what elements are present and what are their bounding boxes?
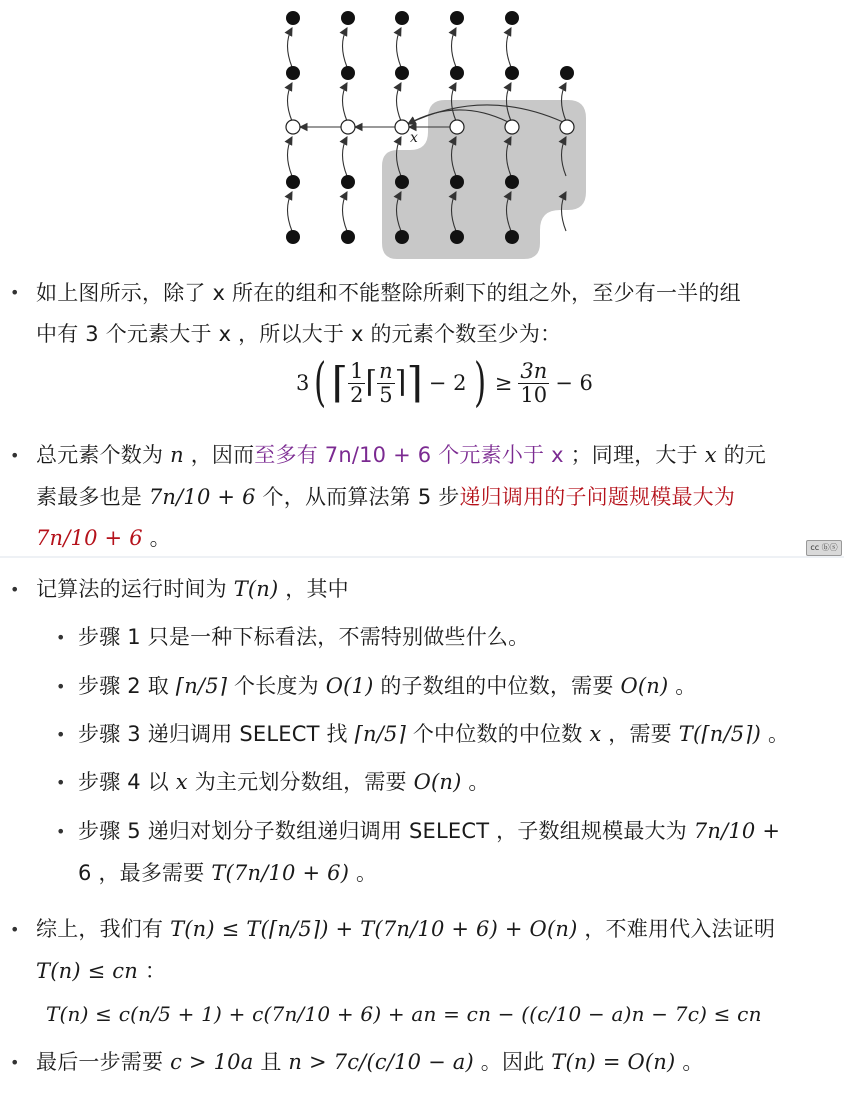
median-of-medians-diagram: [0, 0, 844, 262]
element-node: [286, 230, 300, 244]
edge-up: [288, 137, 293, 176]
element-node: [286, 11, 300, 25]
edge-up: [343, 28, 348, 67]
element-node: [450, 11, 464, 25]
bullet-dot: •: [10, 1053, 20, 1072]
median-node: [450, 120, 464, 134]
edge-up: [397, 28, 402, 67]
bullet-dot: •: [10, 920, 20, 939]
sub-bullet-dot: •: [56, 822, 66, 841]
f1-minus2: − 2: [428, 371, 467, 395]
edge-up: [343, 137, 348, 176]
element-node: [341, 230, 355, 244]
step2: 步骤 2 取 ⌈n/5⌉ 个长度为 O(1) 的子数组的中位数，需要 O(n) 。: [78, 674, 697, 698]
step5-line2: 6 ，最多需要 T(7n/10 + 6) 。: [78, 861, 378, 885]
element-node: [450, 175, 464, 189]
element-node: [341, 175, 355, 189]
f1-r-den: 10: [520, 382, 548, 407]
sub-bullet-dot: •: [56, 773, 66, 792]
step3: 步骤 3 递归调用 SELECT 找 ⌈n/5⌉ 个中位数的中位数 x ，需要 T(⌈n/5⌉) 。: [78, 722, 790, 746]
edge-up: [288, 28, 293, 67]
element-node: [286, 175, 300, 189]
edge-up: [397, 83, 402, 121]
median-node: [341, 120, 355, 134]
b4-line1: 综上，我们有 T(n) ≤ T(⌈n/5⌉) + T(7n/10 + 6) + O(n) ，不难用代入法证明: [36, 917, 776, 941]
edge-up: [452, 28, 457, 67]
element-node: [505, 230, 519, 244]
slide-divider: [0, 556, 844, 558]
edge-up: [288, 192, 293, 231]
sub-bullet-dot: •: [56, 725, 66, 744]
element-node: [450, 66, 464, 80]
edge-up: [343, 192, 348, 231]
element-node: [286, 66, 300, 80]
f1-r-num: 3n: [520, 359, 548, 384]
bullet-dot: •: [10, 580, 20, 599]
cc-license-badge: cc ⓑⓢ: [806, 540, 842, 556]
formula-substitution: T(n) ≤ c(n/5 + 1) + c(7n/10 + 6) + an = cn − ((c/10 − a)n − 7c) ≤ cn: [46, 1002, 762, 1026]
f1-minus6: − 6: [555, 371, 593, 395]
highlight-recursion: 递归调用的子问题规模最大为: [459, 485, 736, 509]
sub-bullet-dot: •: [56, 628, 66, 647]
step1: 步骤 1 只是一种下标看法，不需特别做些什么。: [78, 625, 530, 649]
median-node: [286, 120, 300, 134]
bullet-dot: •: [10, 283, 20, 302]
b2-line1: 总元素个数为 n ，因而至多有 7n/10 + 6 个元素小于 x ；同理，大于 x 的元: [36, 443, 767, 467]
element-node: [505, 175, 519, 189]
median-node: [560, 120, 574, 134]
f1-half-num: 1: [350, 359, 364, 384]
edge-up: [507, 28, 512, 67]
b1-line2: 中有 3 个元素大于 x ，所以大于 x 的元素个数至少为：: [36, 322, 562, 346]
step4: 步骤 4 以 x 为主元划分数组，需要 O(n) 。: [78, 770, 490, 794]
element-node: [395, 175, 409, 189]
element-node: [341, 11, 355, 25]
formula-lower-bound: 3 ( ⌈ $\frac{1}{2}$ ⌈ $\frac{n}{5}$ ⌉ ⌉ − 2 ) ≥ $\frac{3n}{10}$ − 6: [296, 353, 593, 413]
edge-up: [343, 83, 348, 121]
median-node: [395, 120, 409, 134]
f1-geq: ≥: [494, 371, 513, 395]
x-node-label: x: [410, 130, 418, 146]
element-node: [505, 11, 519, 25]
element-node: [395, 230, 409, 244]
f1-half-den: 2: [350, 382, 364, 407]
step5-line1: 步骤 5 递归对划分子数组递归调用 SELECT ，子数组规模最大为 7n/10 +: [78, 819, 781, 843]
b5-line: 最后一步需要 c > 10a 且 n > 7c/(c/10 − a) 。因此 T(n) = O(n) 。: [36, 1050, 704, 1074]
element-node: [505, 66, 519, 80]
element-node: [560, 66, 574, 80]
b1-line1: 如上图所示，除了 x 所在的组和不能整除所剩下的组之外，至少有一半的组: [36, 281, 741, 305]
shaded-region: [382, 100, 586, 259]
edge-up: [288, 83, 293, 121]
highlight-at-most: 至多有 7n/10 + 6 个元素小于 x: [254, 443, 564, 467]
b4-line2: T(n) ≤ cn ：: [36, 959, 167, 983]
element-node: [395, 66, 409, 80]
bullet-dot: •: [10, 446, 20, 465]
sub-bullet-dot: •: [56, 677, 66, 696]
median-node: [505, 120, 519, 134]
f1-n-den: 5: [379, 382, 393, 407]
b2-line3: 7n/10 + 6 。: [36, 526, 171, 550]
element-node: [395, 11, 409, 25]
element-node: [450, 230, 464, 244]
b3-head: 记算法的运行时间为 T(n) ，其中: [36, 577, 349, 601]
element-node: [341, 66, 355, 80]
f1-n-num: n: [379, 359, 393, 384]
f1-three: 3: [296, 371, 310, 395]
b2-line2: 素最多也是 7n/10 + 6 个，从而算法第 5 步递归调用的子问题规模最大为: [36, 485, 736, 509]
